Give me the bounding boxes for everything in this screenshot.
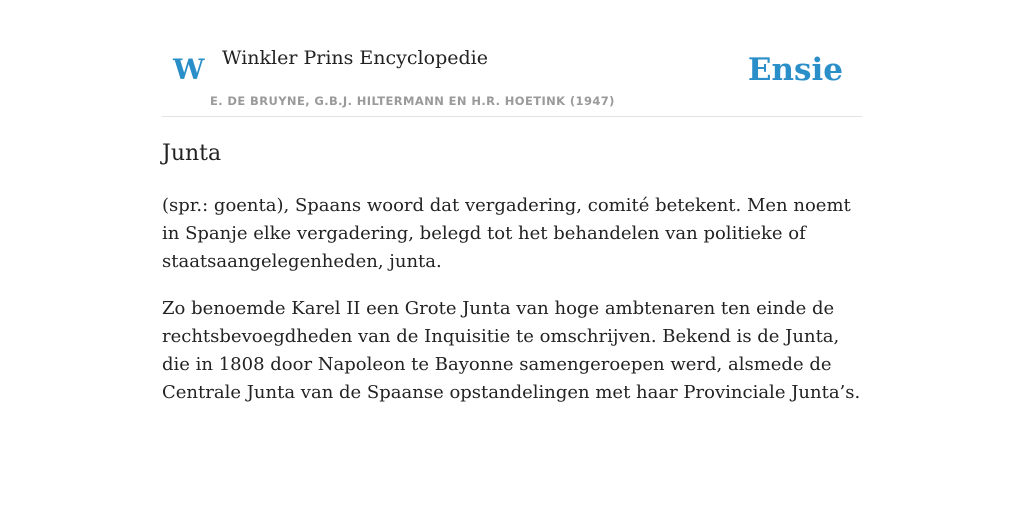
- article-paragraph: Zo benoemde Karel II een Grote Junta van hoge ambtenaren ten einde de rechtsbevoegdheden van de Inquisitie te omschrijven. Bekend is de Junta, die in 1808 door Napoleon te Bayonne samengeroepen werd, alsmede de Centrale Junta van de Spaanse opstandelingen met haar Provinciale Junta’s.: [162, 298, 861, 403]
- encyclopedia-logo[interactable]: W: [173, 53, 205, 86]
- site-header: [162, 0, 862, 117]
- article: [162, 138, 862, 407]
- ensie-logo[interactable]: Ensie: [747, 52, 843, 88]
- article-paragraph: (spr.: goenta), Spaans woord dat vergadering, comité betekent. Men noemt in Spanje elke vergadering, belegd tot het behandelen van politieke of staatsaangelegenheden, junta.: [162, 195, 851, 272]
- encyclopedia-authors: E. DE BRUYNE, G.B.J. HILTERMANN EN H.R. HOETINK (1947): [210, 94, 615, 108]
- entry-title: Junta: [162, 141, 222, 166]
- encyclopedia-title[interactable]: Winkler Prins Encyclopedie: [222, 47, 488, 69]
